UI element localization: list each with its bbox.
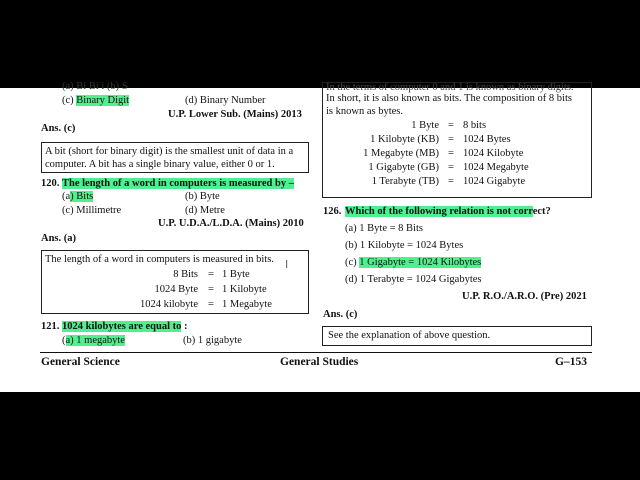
right-explanation-line2: In short, it is also known as bits. The composition of 8 bits	[326, 93, 572, 104]
footer-left: General Science	[41, 356, 120, 368]
q121-number: 121.	[41, 321, 60, 332]
textbook-page	[0, 81, 640, 392]
right-explanation-box	[322, 82, 592, 198]
q126-question: Which of the following relation is not correct?	[345, 206, 551, 217]
q120-explanation-box	[41, 250, 309, 314]
q120-explanation: The length of a word in computers is measured in bits.	[45, 254, 274, 265]
unit-table-left-2: 1 Megabyte (MB)	[363, 148, 439, 159]
q126-explanation-box	[322, 326, 592, 346]
unit-table-right-4: 1024 Gigabyte	[463, 176, 526, 187]
q119-explanation-box	[41, 142, 309, 173]
q120-option-a: (a) Bits	[62, 191, 94, 202]
q120-table-right-1: 1 Kilobyte	[222, 284, 267, 295]
footer-divider	[40, 352, 592, 353]
unit-table-right-0: 8 bits	[463, 120, 487, 131]
q121-question: 1024 kilobytes are equal to :	[62, 321, 188, 332]
right-explanation-line3: is known as bytes.	[326, 106, 403, 117]
footer-center: General Studies	[280, 356, 359, 368]
unit-table-left-3: 1 Gigabyte (GB)	[368, 162, 439, 173]
q120-table-left-2: 1024 kilobyte	[139, 299, 198, 310]
q119-source: U.P. Lower Sub. (Mains) 2013	[168, 109, 302, 120]
q120-table-eq-1: =	[208, 284, 214, 295]
unit-table-left-0: 1 Byte	[411, 120, 439, 131]
q119-option-c: (c) Binary Digit	[62, 95, 130, 106]
footer-page-number: G–153	[555, 356, 587, 368]
q119-option-c-highlight: Binary Digit	[76, 95, 130, 106]
q119-answer: Ans. (c)	[41, 123, 76, 134]
q126-option-b: (b) 1 Kilobyte = 1024 Bytes	[345, 240, 464, 251]
q121-option-a: (a) 1 megabyte	[62, 335, 125, 346]
q120-option-b: (b) Byte	[185, 191, 220, 202]
q126-explanation: See the explanation of above question.	[328, 330, 491, 341]
q120-table-left-1: 1024 Byte	[154, 284, 198, 295]
q126-option-c-highlight: 1 Gigabyte = 1024 Kilobytes	[359, 257, 482, 268]
unit-table-left-1: 1 Kilobyte (KB)	[370, 134, 439, 145]
q120-table-right-0: 1 Byte	[222, 269, 250, 280]
q119-option-d: (d) Binary Number	[185, 95, 266, 106]
unit-table-eq-1: =	[448, 134, 454, 145]
q120-table-eq-0: =	[208, 269, 214, 280]
unit-table-right-2: 1024 Kilobyte	[463, 148, 524, 159]
right-explanation-line1: In the terms of computer 0 and 1 is known as binary digits.	[326, 82, 574, 93]
q126-number: 126.	[323, 206, 342, 217]
q120-option-d: (d) Metre	[185, 205, 225, 216]
q119-explanation: A bit (short for binary digit) is the smallest unit of data in a computer. A bit has a single binary value, either 0 or 1.	[45, 146, 294, 170]
text-cursor-icon: I	[285, 258, 289, 271]
q126-source: U.P. R.O./A.R.O. (Pre) 2021	[462, 291, 587, 302]
q126-answer: Ans. (c)	[323, 309, 358, 320]
unit-table-right-3: 1024 Megabyte	[463, 162, 529, 173]
q120-number: 120.	[41, 178, 60, 189]
q126-option-d: (d) 1 Terabyte = 1024 Gigabytes	[345, 274, 482, 285]
unit-table-left-4: 1 Terabyte (TB)	[371, 176, 439, 187]
q120-answer: Ans. (a)	[41, 233, 77, 244]
q119-partial-options: (a) Bi Bi i (b) S	[62, 81, 128, 92]
q126-option-a: (a) 1 Byte = 8 Bits	[345, 223, 423, 234]
unit-table-eq-2: =	[448, 148, 454, 159]
unit-table-eq-4: =	[448, 176, 454, 187]
q121-option-b: (b) 1 gigabyte	[183, 335, 242, 346]
unit-table-eq-3: =	[448, 162, 454, 173]
q126-option-c: (c) 1 Gigabyte = 1024 Kilobytes	[345, 257, 482, 268]
q120-table-left-0: 8 Bits	[173, 269, 198, 280]
unit-table-eq-0: =	[448, 120, 454, 131]
q120-table-eq-2: =	[208, 299, 214, 310]
q120-question: The length of a word in computers is measured by –	[62, 178, 294, 189]
unit-table-right-1: 1024 Bytes	[463, 134, 511, 145]
q120-table-right-2: 1 Megabyte	[222, 299, 272, 310]
q120-source: U.P. U.D.A./L.D.A. (Mains) 2010	[158, 218, 304, 229]
q120-option-c: (c) Millimetre	[62, 205, 122, 216]
